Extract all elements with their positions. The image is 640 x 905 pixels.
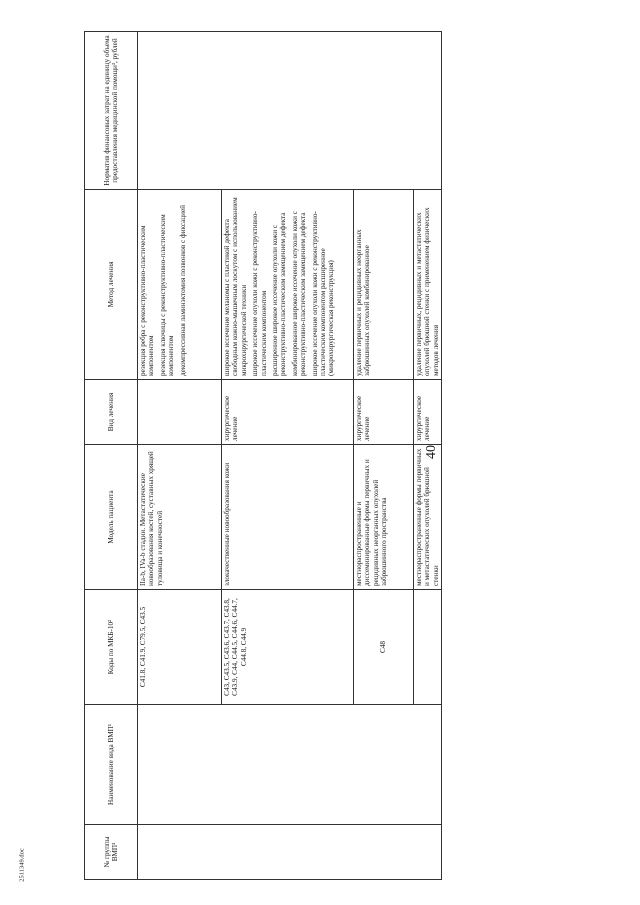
cell-icd-codes: C43, C43.5, C43.6, C43.7, C43.8, C43.9, C44, C44.5, C44.6, C44.7, C44.8, C44.9 (222, 590, 354, 705)
method-line: расширенное широкое иссечение опухоли кожи с реконструктивно-пластическим замещением дефекта (271, 212, 288, 376)
method-line: удаление первичных и рецидивных неорганных забрюшинных опухолей комбинированное (355, 229, 372, 376)
method-line: широкое иссечение опухоли кожи с реконструктивно-пластическим компонентом (251, 211, 268, 376)
cell-treatment-type (138, 380, 222, 445)
page-number: 40 (424, 445, 439, 459)
cell-treatment-method (222, 190, 354, 380)
cell-treatment-type: хирургическое лечение (414, 380, 442, 445)
table-header-row (85, 32, 138, 880)
cell-patient-model: местнораспространенные и диссеминированные формы первичных и рецидивных неорганных опухолей забрюшинного пространства (354, 445, 414, 590)
header-patient-model: Модель пациента (85, 445, 138, 590)
cell-icd-codes (414, 590, 442, 705)
method-line: широкое иссечение меланомы с пластикой дефекта свободным кожно-мышечным лоскутом с использованием микрохирургической техники (223, 197, 248, 376)
cell-cost-norm (138, 32, 442, 190)
footer-filename: 2511349.doc (18, 848, 26, 882)
cell-treatment-method (414, 190, 442, 380)
cell-treatment-method (138, 190, 222, 380)
header-group: № группы ВМП¹ (85, 825, 138, 880)
method-line: декомпрессивная ламинэктомия позвонков с фиксацией (178, 204, 187, 376)
method-line: широкое иссечение опухоли кожи с реконструктивно-пластическим компонентом расширенное (микрохирургическая реконструкция) (310, 211, 336, 376)
cell-icd-codes: C48 (354, 590, 414, 705)
cell-patient-model: IIa-b, IVa-b стадии. Метастатические новообразования костей, суставных хрящей туловища и конечностей (138, 445, 222, 590)
header-cost-norm: Норматив финансовых затрат на единицу объема предоставления медицинской помощи³, рублей (85, 32, 138, 190)
method-line: комбинированное широкое иссечение опухоли кожи с реконструктивно-пластическим замещением дефекта (290, 211, 308, 376)
header-treatment-method: Метод лечения (85, 190, 138, 380)
cell-group (138, 825, 442, 880)
cell-patient-model: местнораспространенные формы первичных и метастатических опухолей брюшной стенки (414, 445, 442, 590)
table-row (138, 32, 222, 880)
vmp-table (84, 31, 442, 880)
header-icd-codes: Коды по МКБ-10² (85, 590, 138, 705)
header-vmp-name: Наименование вида ВМП¹ (85, 705, 138, 825)
cell-treatment-method (354, 190, 414, 380)
method-line: резекция ключицы с реконструктивно-пластическим компонентом (158, 214, 176, 376)
method-line: удаление первичных, рецидивных и метастатических опухолей брюшной стенки с применением физических методов лечения (415, 207, 440, 376)
cell-icd-codes: C41.8, C41.9, C79.5, C43.5 (138, 590, 222, 705)
header-treatment-type: Вид лечения (85, 380, 138, 445)
cell-patient-model: злокачественные новообразования кожи (222, 445, 354, 590)
method-line: резекция ребра с реконструктивно-пластическим компонентом (139, 225, 156, 376)
cell-treatment-type: хирургическое лечение (354, 380, 414, 445)
cell-vmp-name (138, 705, 442, 825)
cell-treatment-type: хирургическое лечение (222, 380, 354, 445)
